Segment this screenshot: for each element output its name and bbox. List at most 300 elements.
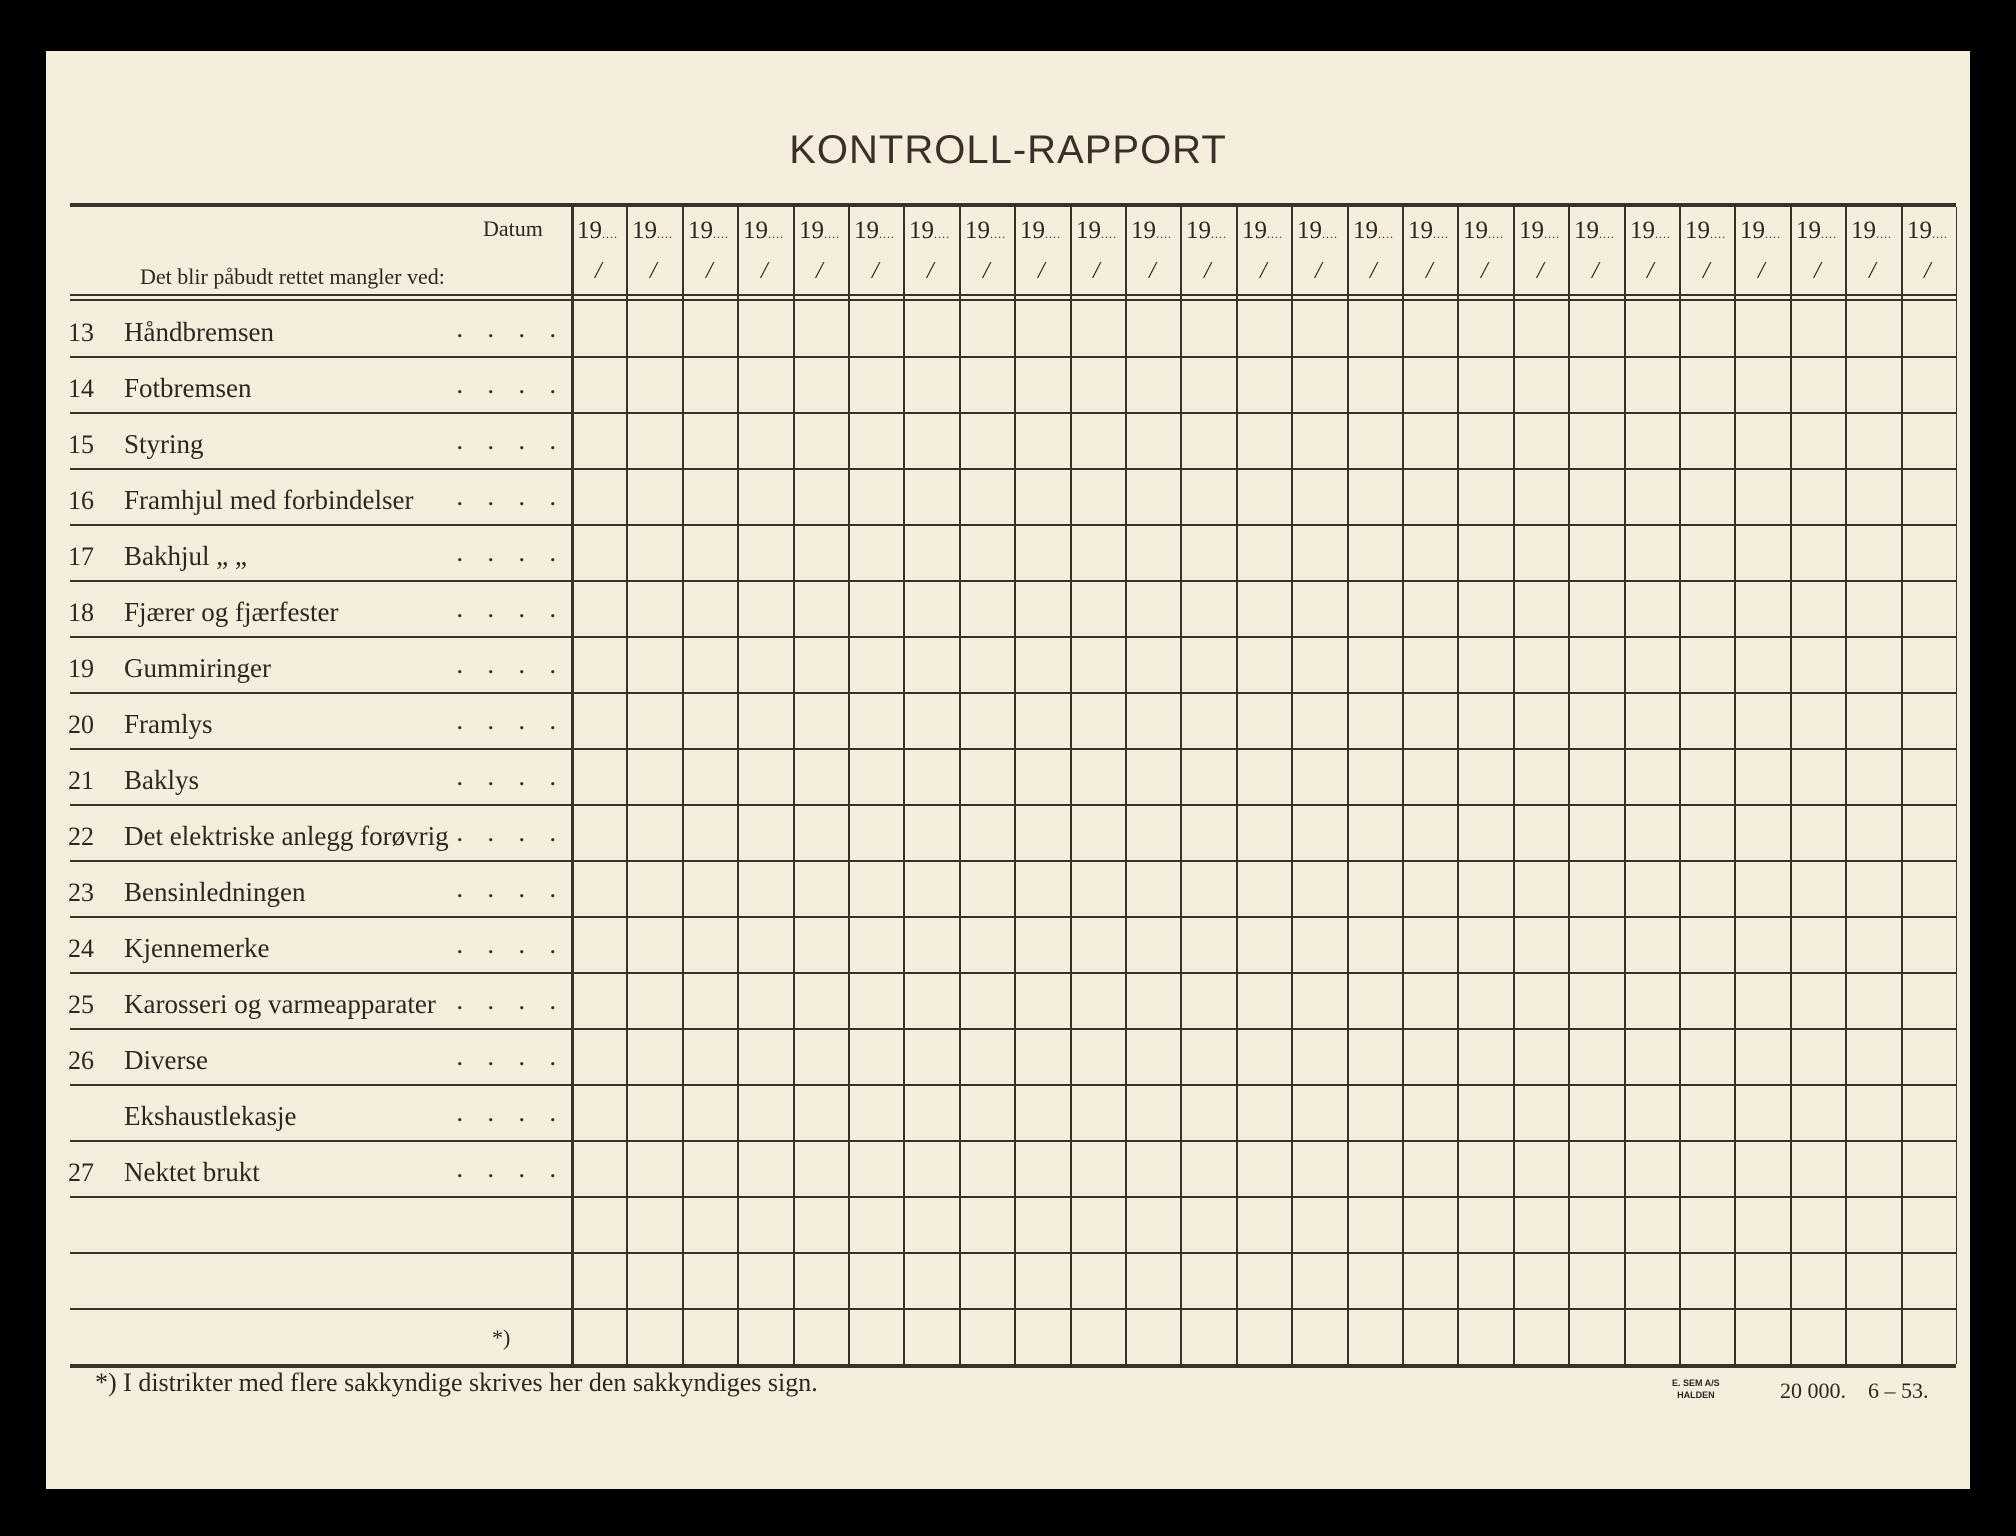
grid-cell[interactable]	[1180, 1028, 1235, 1084]
grid-cell[interactable]	[1236, 1140, 1291, 1196]
grid-cell[interactable]	[626, 916, 681, 972]
grid-cell[interactable]	[682, 468, 737, 524]
grid-cell[interactable]	[1402, 468, 1457, 524]
grid-cell[interactable]	[1402, 692, 1457, 748]
grid-cell[interactable]	[1014, 412, 1069, 468]
grid-cell[interactable]	[1513, 356, 1568, 412]
grid-cell[interactable]	[1347, 1196, 1402, 1252]
grid-cell[interactable]	[793, 1252, 848, 1308]
grid-cell[interactable]	[1236, 1252, 1291, 1308]
grid-cell[interactable]	[1901, 1140, 1956, 1196]
grid-cell[interactable]	[571, 580, 626, 636]
grid-cell[interactable]	[626, 1308, 681, 1364]
grid-cell[interactable]	[682, 636, 737, 692]
grid-cell[interactable]	[1457, 636, 1512, 692]
grid-cell[interactable]	[1568, 636, 1623, 692]
date-year-field[interactable]	[1297, 217, 1338, 245]
grid-cell[interactable]	[1513, 972, 1568, 1028]
grid-cell[interactable]	[1901, 1196, 1956, 1252]
grid-cell[interactable]	[1845, 916, 1900, 972]
grid-cell[interactable]	[1014, 692, 1069, 748]
grid-cell[interactable]	[1901, 916, 1956, 972]
grid-cell[interactable]	[1014, 1140, 1069, 1196]
grid-cell[interactable]	[626, 580, 681, 636]
grid-cell[interactable]	[682, 804, 737, 860]
grid-cell[interactable]	[1291, 1196, 1346, 1252]
grid-cell[interactable]	[1014, 1308, 1069, 1364]
grid-cell[interactable]	[1901, 468, 1956, 524]
grid-cell[interactable]	[1624, 1308, 1679, 1364]
grid-cell[interactable]	[1291, 804, 1346, 860]
grid-cell[interactable]	[1180, 580, 1235, 636]
date-year-field[interactable]	[1907, 217, 1948, 245]
grid-cell[interactable]	[793, 636, 848, 692]
grid-cell[interactable]	[1125, 1308, 1180, 1364]
grid-cell[interactable]	[1734, 1028, 1789, 1084]
grid-cell[interactable]	[1402, 860, 1457, 916]
grid-cell[interactable]	[848, 1196, 903, 1252]
grid-cell[interactable]	[793, 916, 848, 972]
date-year-field[interactable]	[1574, 217, 1615, 245]
grid-cell[interactable]	[1457, 1140, 1512, 1196]
grid-cell[interactable]	[1679, 356, 1734, 412]
grid-cell[interactable]	[1180, 748, 1235, 804]
grid-cell[interactable]	[1568, 1028, 1623, 1084]
grid-cell[interactable]	[1734, 468, 1789, 524]
grid-cell[interactable]	[737, 692, 792, 748]
date-year-field[interactable]	[965, 217, 1006, 245]
grid-cell[interactable]	[1679, 524, 1734, 580]
grid-cell[interactable]	[903, 636, 958, 692]
grid-cell[interactable]	[903, 356, 958, 412]
grid-cell[interactable]	[1734, 804, 1789, 860]
grid-cell[interactable]	[1347, 524, 1402, 580]
grid-cell[interactable]	[1070, 636, 1125, 692]
grid-cell[interactable]	[848, 1028, 903, 1084]
grid-cell[interactable]	[1734, 580, 1789, 636]
grid-cell[interactable]	[1402, 1140, 1457, 1196]
grid-cell[interactable]	[848, 916, 903, 972]
grid-cell[interactable]	[1845, 1196, 1900, 1252]
grid-cell[interactable]	[1070, 916, 1125, 972]
grid-cell[interactable]	[1180, 356, 1235, 412]
grid-cell[interactable]	[1402, 1084, 1457, 1140]
grid-cell[interactable]	[1513, 916, 1568, 972]
grid-cell[interactable]	[1457, 412, 1512, 468]
grid-cell[interactable]	[1180, 1252, 1235, 1308]
grid-cell[interactable]	[571, 1084, 626, 1140]
grid-cell[interactable]	[1125, 636, 1180, 692]
grid-cell[interactable]	[959, 748, 1014, 804]
grid-cell[interactable]	[1125, 972, 1180, 1028]
grid-cell[interactable]	[959, 580, 1014, 636]
grid-cell[interactable]	[571, 692, 626, 748]
grid-cell[interactable]	[1180, 524, 1235, 580]
grid-cell[interactable]	[793, 804, 848, 860]
grid-cell[interactable]	[1845, 1140, 1900, 1196]
grid-cell[interactable]	[1070, 580, 1125, 636]
grid-cell[interactable]	[1901, 1252, 1956, 1308]
grid-cell[interactable]	[1347, 1028, 1402, 1084]
grid-cell[interactable]	[1180, 860, 1235, 916]
grid-cell[interactable]	[848, 412, 903, 468]
grid-cell[interactable]	[1070, 356, 1125, 412]
grid-cell[interactable]	[1679, 580, 1734, 636]
grid-cell[interactable]	[1014, 804, 1069, 860]
grid-cell[interactable]	[1679, 300, 1734, 356]
date-year-field[interactable]	[743, 217, 784, 245]
grid-cell[interactable]	[1624, 916, 1679, 972]
grid-cell[interactable]	[1291, 356, 1346, 412]
grid-cell[interactable]	[1679, 916, 1734, 972]
grid-cell[interactable]	[571, 524, 626, 580]
grid-cell[interactable]	[571, 804, 626, 860]
grid-cell[interactable]	[626, 692, 681, 748]
grid-cell[interactable]	[1679, 748, 1734, 804]
grid-cell[interactable]	[737, 916, 792, 972]
grid-cell[interactable]	[1790, 748, 1845, 804]
grid-cell[interactable]	[1070, 804, 1125, 860]
grid-cell[interactable]	[1901, 804, 1956, 860]
grid-cell[interactable]	[903, 468, 958, 524]
grid-cell[interactable]	[1790, 1028, 1845, 1084]
grid-cell[interactable]	[848, 636, 903, 692]
grid-cell[interactable]	[1513, 1252, 1568, 1308]
grid-cell[interactable]	[1291, 580, 1346, 636]
grid-cell[interactable]	[1291, 1308, 1346, 1364]
date-year-field[interactable]	[632, 217, 673, 245]
grid-cell[interactable]	[1734, 636, 1789, 692]
grid-cell[interactable]	[1901, 1028, 1956, 1084]
grid-cell[interactable]	[1125, 580, 1180, 636]
grid-cell[interactable]	[1457, 748, 1512, 804]
grid-cell[interactable]	[1014, 1196, 1069, 1252]
grid-cell[interactable]	[1734, 972, 1789, 1028]
grid-cell[interactable]	[626, 636, 681, 692]
grid-cell[interactable]	[1291, 916, 1346, 972]
grid-cell[interactable]	[1845, 1084, 1900, 1140]
grid-cell[interactable]	[1513, 524, 1568, 580]
grid-cell[interactable]	[1070, 412, 1125, 468]
grid-cell[interactable]	[1125, 860, 1180, 916]
grid-cell[interactable]	[626, 300, 681, 356]
grid-cell[interactable]	[1734, 1084, 1789, 1140]
grid-cell[interactable]	[1180, 1308, 1235, 1364]
grid-cell[interactable]	[1457, 524, 1512, 580]
grid-cell[interactable]	[1236, 412, 1291, 468]
grid-cell[interactable]	[1624, 412, 1679, 468]
grid-cell[interactable]	[793, 1084, 848, 1140]
grid-cell[interactable]	[571, 1308, 626, 1364]
grid-cell[interactable]	[737, 860, 792, 916]
grid-cell[interactable]	[1624, 1140, 1679, 1196]
grid-cell[interactable]	[903, 1308, 958, 1364]
grid-cell[interactable]	[1568, 1084, 1623, 1140]
grid-cell[interactable]	[1734, 1252, 1789, 1308]
grid-cell[interactable]	[1679, 1028, 1734, 1084]
grid-cell[interactable]	[1790, 972, 1845, 1028]
grid-cell[interactable]	[1624, 636, 1679, 692]
grid-cell[interactable]	[1457, 1084, 1512, 1140]
grid-cell[interactable]	[1070, 1084, 1125, 1140]
grid-cell[interactable]	[1679, 692, 1734, 748]
grid-cell[interactable]	[1070, 1140, 1125, 1196]
grid-cell[interactable]	[737, 524, 792, 580]
grid-cell[interactable]	[903, 804, 958, 860]
grid-cell[interactable]	[959, 860, 1014, 916]
grid-cell[interactable]	[848, 748, 903, 804]
grid-cell[interactable]	[1624, 860, 1679, 916]
grid-cell[interactable]	[1513, 468, 1568, 524]
grid-cell[interactable]	[1347, 300, 1402, 356]
grid-cell[interactable]	[793, 1308, 848, 1364]
grid-cell[interactable]	[1734, 300, 1789, 356]
grid-cell[interactable]	[1568, 916, 1623, 972]
grid-cell[interactable]	[682, 1308, 737, 1364]
grid-cell[interactable]	[1457, 580, 1512, 636]
grid-cell[interactable]	[1457, 1252, 1512, 1308]
grid-cell[interactable]	[1624, 692, 1679, 748]
grid-cell[interactable]	[1236, 524, 1291, 580]
grid-cell[interactable]	[1347, 468, 1402, 524]
grid-cell[interactable]	[1790, 692, 1845, 748]
grid-cell[interactable]	[793, 860, 848, 916]
grid-cell[interactable]	[959, 804, 1014, 860]
grid-cell[interactable]	[1568, 524, 1623, 580]
grid-cell[interactable]	[1014, 972, 1069, 1028]
grid-cell[interactable]	[959, 972, 1014, 1028]
grid-cell[interactable]	[1568, 860, 1623, 916]
grid-cell[interactable]	[1679, 860, 1734, 916]
grid-cell[interactable]	[1125, 300, 1180, 356]
grid-cell[interactable]	[626, 356, 681, 412]
grid-cell[interactable]	[1236, 1084, 1291, 1140]
grid-cell[interactable]	[1679, 972, 1734, 1028]
grid-cell[interactable]	[1457, 804, 1512, 860]
grid-cell[interactable]	[1624, 300, 1679, 356]
grid-cell[interactable]	[1347, 1252, 1402, 1308]
grid-cell[interactable]	[1568, 1196, 1623, 1252]
grid-cell[interactable]	[1679, 1308, 1734, 1364]
grid-cell[interactable]	[1402, 748, 1457, 804]
grid-cell[interactable]	[1125, 468, 1180, 524]
grid-cell[interactable]	[571, 412, 626, 468]
grid-cell[interactable]	[1402, 524, 1457, 580]
grid-cell[interactable]	[682, 1252, 737, 1308]
grid-cell[interactable]	[737, 300, 792, 356]
grid-cell[interactable]	[848, 804, 903, 860]
grid-cell[interactable]	[1457, 1028, 1512, 1084]
date-year-field[interactable]	[1242, 217, 1283, 245]
grid-cell[interactable]	[1180, 972, 1235, 1028]
grid-cell[interactable]	[1624, 1028, 1679, 1084]
grid-cell[interactable]	[1513, 636, 1568, 692]
grid-cell[interactable]	[682, 1196, 737, 1252]
grid-cell[interactable]	[1790, 524, 1845, 580]
grid-cell[interactable]	[571, 748, 626, 804]
grid-cell[interactable]	[1513, 1028, 1568, 1084]
grid-cell[interactable]	[1125, 524, 1180, 580]
grid-cell[interactable]	[1734, 692, 1789, 748]
grid-cell[interactable]	[1790, 860, 1845, 916]
grid-cell[interactable]	[903, 860, 958, 916]
grid-cell[interactable]	[1901, 300, 1956, 356]
grid-cell[interactable]	[682, 580, 737, 636]
grid-cell[interactable]	[959, 468, 1014, 524]
grid-cell[interactable]	[571, 916, 626, 972]
grid-cell[interactable]	[571, 1252, 626, 1308]
grid-cell[interactable]	[1790, 468, 1845, 524]
grid-cell[interactable]	[848, 1308, 903, 1364]
grid-cell[interactable]	[1291, 1028, 1346, 1084]
grid-cell[interactable]	[1070, 1196, 1125, 1252]
date-year-field[interactable]	[1020, 217, 1061, 245]
grid-cell[interactable]	[1513, 300, 1568, 356]
grid-cell[interactable]	[793, 356, 848, 412]
grid-cell[interactable]	[1457, 468, 1512, 524]
grid-cell[interactable]	[959, 300, 1014, 356]
grid-cell[interactable]	[1125, 1028, 1180, 1084]
grid-cell[interactable]	[737, 356, 792, 412]
grid-cell[interactable]	[903, 692, 958, 748]
grid-cell[interactable]	[1125, 1140, 1180, 1196]
grid-cell[interactable]	[1790, 636, 1845, 692]
grid-cell[interactable]	[1679, 636, 1734, 692]
grid-cell[interactable]	[1624, 972, 1679, 1028]
grid-cell[interactable]	[1291, 468, 1346, 524]
grid-cell[interactable]	[848, 1084, 903, 1140]
grid-cell[interactable]	[903, 1140, 958, 1196]
grid-cell[interactable]	[1513, 804, 1568, 860]
grid-cell[interactable]	[1347, 804, 1402, 860]
grid-cell[interactable]	[1457, 356, 1512, 412]
grid-cell[interactable]	[1180, 692, 1235, 748]
grid-cell[interactable]	[1180, 916, 1235, 972]
grid-cell[interactable]	[959, 524, 1014, 580]
date-year-field[interactable]	[1851, 217, 1892, 245]
grid-cell[interactable]	[1014, 860, 1069, 916]
grid-cell[interactable]	[1845, 804, 1900, 860]
grid-cell[interactable]	[682, 860, 737, 916]
grid-cell[interactable]	[1014, 468, 1069, 524]
grid-cell[interactable]	[1402, 356, 1457, 412]
grid-cell[interactable]	[571, 468, 626, 524]
grid-cell[interactable]	[1125, 916, 1180, 972]
grid-cell[interactable]	[1790, 1252, 1845, 1308]
grid-cell[interactable]	[1347, 1084, 1402, 1140]
grid-cell[interactable]	[1070, 468, 1125, 524]
grid-cell[interactable]	[1236, 356, 1291, 412]
grid-cell[interactable]	[571, 1028, 626, 1084]
grid-cell[interactable]	[1402, 412, 1457, 468]
grid-cell[interactable]	[959, 1308, 1014, 1364]
grid-cell[interactable]	[1070, 692, 1125, 748]
grid-cell[interactable]	[1679, 1140, 1734, 1196]
date-year-field[interactable]	[577, 217, 618, 245]
grid-cell[interactable]	[848, 468, 903, 524]
grid-cell[interactable]	[626, 972, 681, 1028]
grid-cell[interactable]	[1457, 916, 1512, 972]
grid-cell[interactable]	[1014, 1028, 1069, 1084]
grid-cell[interactable]	[1457, 860, 1512, 916]
grid-cell[interactable]	[848, 356, 903, 412]
date-year-field[interactable]	[1131, 217, 1172, 245]
grid-cell[interactable]	[1845, 692, 1900, 748]
grid-cell[interactable]	[1568, 1308, 1623, 1364]
grid-cell[interactable]	[1901, 860, 1956, 916]
grid-cell[interactable]	[1402, 1028, 1457, 1084]
grid-cell[interactable]	[1402, 916, 1457, 972]
grid-cell[interactable]	[1457, 300, 1512, 356]
grid-cell[interactable]	[1845, 972, 1900, 1028]
grid-cell[interactable]	[737, 972, 792, 1028]
grid-cell[interactable]	[1180, 804, 1235, 860]
grid-cell[interactable]	[1845, 748, 1900, 804]
grid-cell[interactable]	[1901, 580, 1956, 636]
grid-cell[interactable]	[737, 1308, 792, 1364]
grid-cell[interactable]	[1845, 356, 1900, 412]
grid-cell[interactable]	[1347, 636, 1402, 692]
grid-cell[interactable]	[1125, 1084, 1180, 1140]
grid-cell[interactable]	[1624, 748, 1679, 804]
date-year-field[interactable]	[1519, 217, 1560, 245]
grid-cell[interactable]	[1734, 1196, 1789, 1252]
grid-cell[interactable]	[1624, 580, 1679, 636]
grid-cell[interactable]	[793, 1196, 848, 1252]
grid-cell[interactable]	[848, 580, 903, 636]
grid-cell[interactable]	[1457, 1308, 1512, 1364]
grid-cell[interactable]	[626, 1140, 681, 1196]
grid-cell[interactable]	[1347, 1140, 1402, 1196]
date-year-field[interactable]	[1740, 217, 1781, 245]
grid-cell[interactable]	[1125, 356, 1180, 412]
grid-cell[interactable]	[793, 748, 848, 804]
grid-cell[interactable]	[1513, 1084, 1568, 1140]
grid-cell[interactable]	[1014, 580, 1069, 636]
grid-cell[interactable]	[1457, 972, 1512, 1028]
grid-cell[interactable]	[1236, 804, 1291, 860]
grid-cell[interactable]	[1125, 748, 1180, 804]
grid-cell[interactable]	[626, 468, 681, 524]
grid-cell[interactable]	[1734, 524, 1789, 580]
grid-cell[interactable]	[682, 1084, 737, 1140]
grid-cell[interactable]	[737, 1252, 792, 1308]
grid-cell[interactable]	[737, 412, 792, 468]
grid-cell[interactable]	[1014, 916, 1069, 972]
grid-cell[interactable]	[1070, 748, 1125, 804]
grid-cell[interactable]	[1236, 580, 1291, 636]
grid-cell[interactable]	[737, 1028, 792, 1084]
grid-cell[interactable]	[1070, 524, 1125, 580]
grid-cell[interactable]	[1014, 524, 1069, 580]
grid-cell[interactable]	[793, 524, 848, 580]
grid-cell[interactable]	[1402, 972, 1457, 1028]
grid-cell[interactable]	[1624, 1196, 1679, 1252]
grid-cell[interactable]	[959, 412, 1014, 468]
grid-cell[interactable]	[793, 1028, 848, 1084]
grid-cell[interactable]	[1014, 1252, 1069, 1308]
grid-cell[interactable]	[1014, 356, 1069, 412]
grid-cell[interactable]	[1734, 1140, 1789, 1196]
grid-cell[interactable]	[848, 1252, 903, 1308]
grid-cell[interactable]	[959, 356, 1014, 412]
grid-cell[interactable]	[682, 916, 737, 972]
grid-cell[interactable]	[1180, 1140, 1235, 1196]
grid-cell[interactable]	[959, 1140, 1014, 1196]
grid-cell[interactable]	[1236, 636, 1291, 692]
grid-cell[interactable]	[1180, 1196, 1235, 1252]
grid-cell[interactable]	[1513, 1140, 1568, 1196]
